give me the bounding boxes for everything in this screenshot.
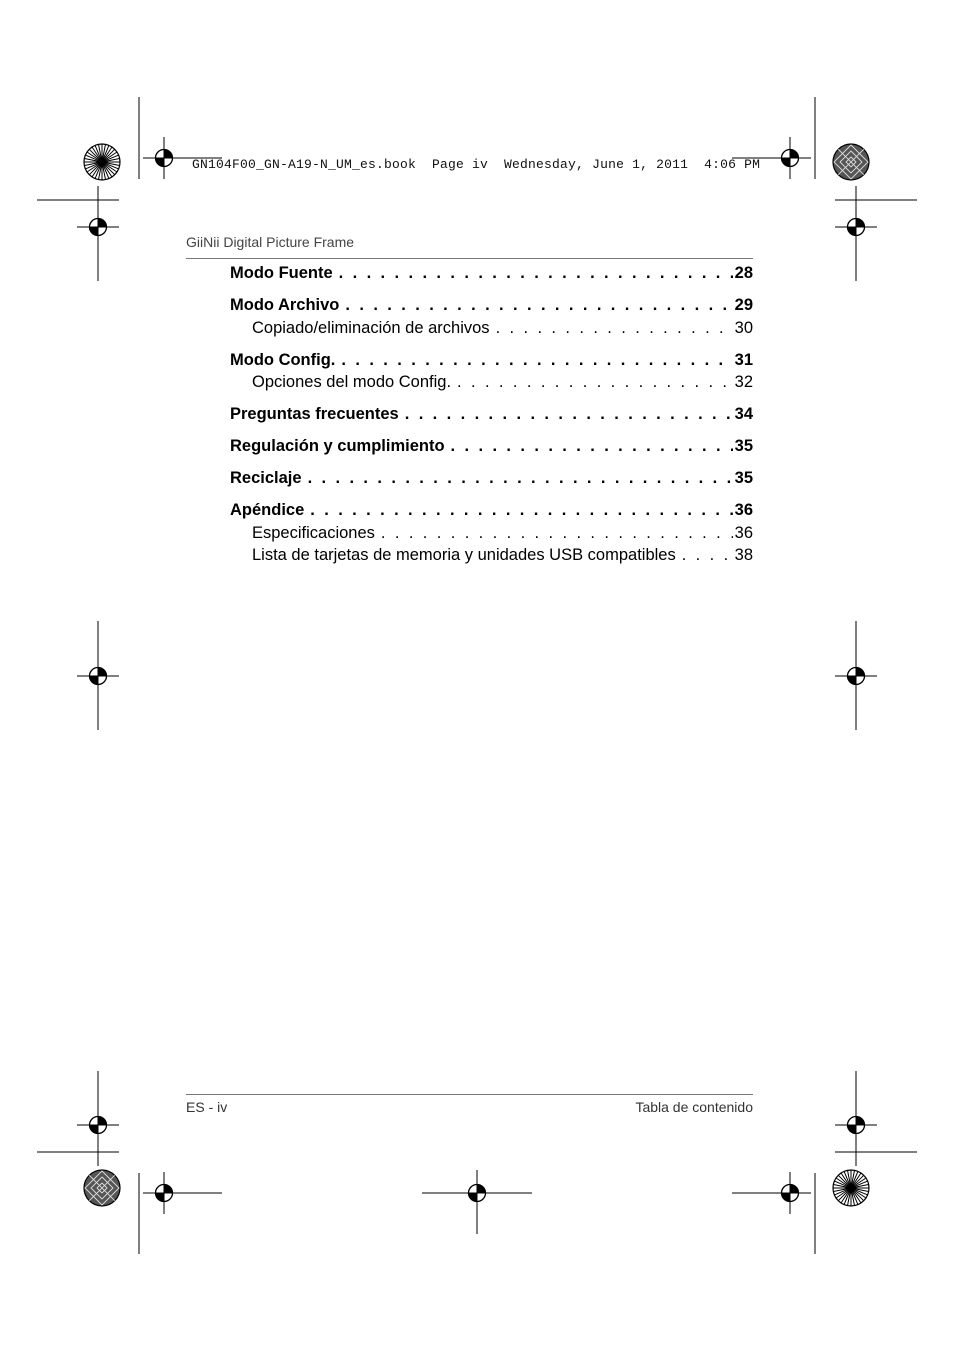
toc-entry-page: 38 <box>734 546 753 564</box>
footer-section-title: Tabla de contenido <box>635 1099 753 1115</box>
toc-leader-dots <box>339 262 733 285</box>
toc-entry-label: Especificaciones <box>252 523 375 542</box>
toc-leader-dots <box>345 294 732 317</box>
toc-entry-label: Opciones del modo Config. <box>252 373 452 391</box>
toc-entry-page: 29 <box>734 296 753 314</box>
toc-leader-dots <box>451 435 733 458</box>
diamond-target-icon <box>833 144 869 180</box>
toc-subentry[interactable] <box>230 317 753 340</box>
toc-entry-page: 35 <box>734 469 753 487</box>
toc-leader-dots <box>682 544 733 567</box>
toc-leader-dots <box>310 499 732 522</box>
toc-entry-label: Apéndice <box>230 501 305 519</box>
toc-entry-page: 36 <box>734 523 753 542</box>
crosshair-registration-icon <box>77 655 119 697</box>
toc-entry-page: 31 <box>734 350 753 369</box>
crosshair-registration-icon <box>456 1172 498 1214</box>
crosshair-registration-icon <box>143 1172 185 1214</box>
starburst-target-icon <box>84 144 120 180</box>
toc-entry-label: Lista de tarjetas de memoria y unidades USB compatibles <box>252 546 676 564</box>
toc-entry-page: 28 <box>734 264 753 282</box>
toc-entry-page: 35 <box>734 437 753 455</box>
toc-subentry[interactable] <box>230 371 753 394</box>
toc-entry-page: 32 <box>734 373 753 391</box>
toc-entry[interactable] <box>230 294 753 317</box>
toc-leader-dots <box>405 403 733 426</box>
crosshair-registration-icon <box>769 1172 811 1214</box>
crosshair-registration-icon <box>77 206 119 248</box>
toc-entry-page: 34 <box>734 405 753 423</box>
crosshair-registration-icon <box>769 137 811 179</box>
toc-leader-dots <box>341 349 732 372</box>
toc-leader-dots <box>381 522 733 545</box>
header-rule <box>186 258 753 259</box>
toc-entry-page: 30 <box>734 318 753 337</box>
table-of-contents <box>230 262 753 567</box>
diamond-target-icon <box>84 1170 120 1206</box>
toc-entry[interactable] <box>230 467 753 490</box>
toc-entry-label: Modo Archivo <box>230 296 340 314</box>
toc-entry[interactable] <box>230 403 753 426</box>
crosshair-registration-icon <box>77 1104 119 1146</box>
toc-entry[interactable] <box>230 499 753 522</box>
toc-entry-label: Copiado/eliminación de archivos <box>252 318 490 337</box>
print-slug: GN104F00_GN-A19-N_UM_es.book Page iv Wednesday, June 1, 2011 4:06 PM <box>192 157 761 172</box>
crosshair-registration-icon <box>143 137 185 179</box>
toc-entry-label: Modo Config. <box>230 350 336 369</box>
running-header-title: GiiNii Digital Picture Frame <box>186 234 355 250</box>
footer-rule <box>186 1094 753 1095</box>
toc-leader-dots <box>308 467 733 490</box>
toc-entry[interactable] <box>230 262 753 285</box>
toc-entry-label: Modo Fuente <box>230 264 333 282</box>
toc-entry[interactable] <box>230 349 753 372</box>
toc-leader-dots <box>496 317 733 340</box>
crosshair-registration-icon <box>835 1104 877 1146</box>
toc-entry[interactable] <box>230 435 753 458</box>
toc-leader-dots <box>457 371 733 394</box>
crosshair-registration-icon <box>835 206 877 248</box>
crosshair-registration-icon <box>835 655 877 697</box>
toc-entry-label: Regulación y cumplimiento <box>230 437 445 455</box>
footer-page-number: ES - iv <box>186 1099 228 1115</box>
toc-subentry[interactable] <box>230 522 753 545</box>
toc-entry-label: Preguntas frecuentes <box>230 405 399 423</box>
starburst-target-icon <box>833 1170 869 1206</box>
toc-entry-page: 36 <box>734 501 753 519</box>
toc-subentry[interactable] <box>230 544 753 567</box>
toc-entry-label: Reciclaje <box>230 469 302 487</box>
